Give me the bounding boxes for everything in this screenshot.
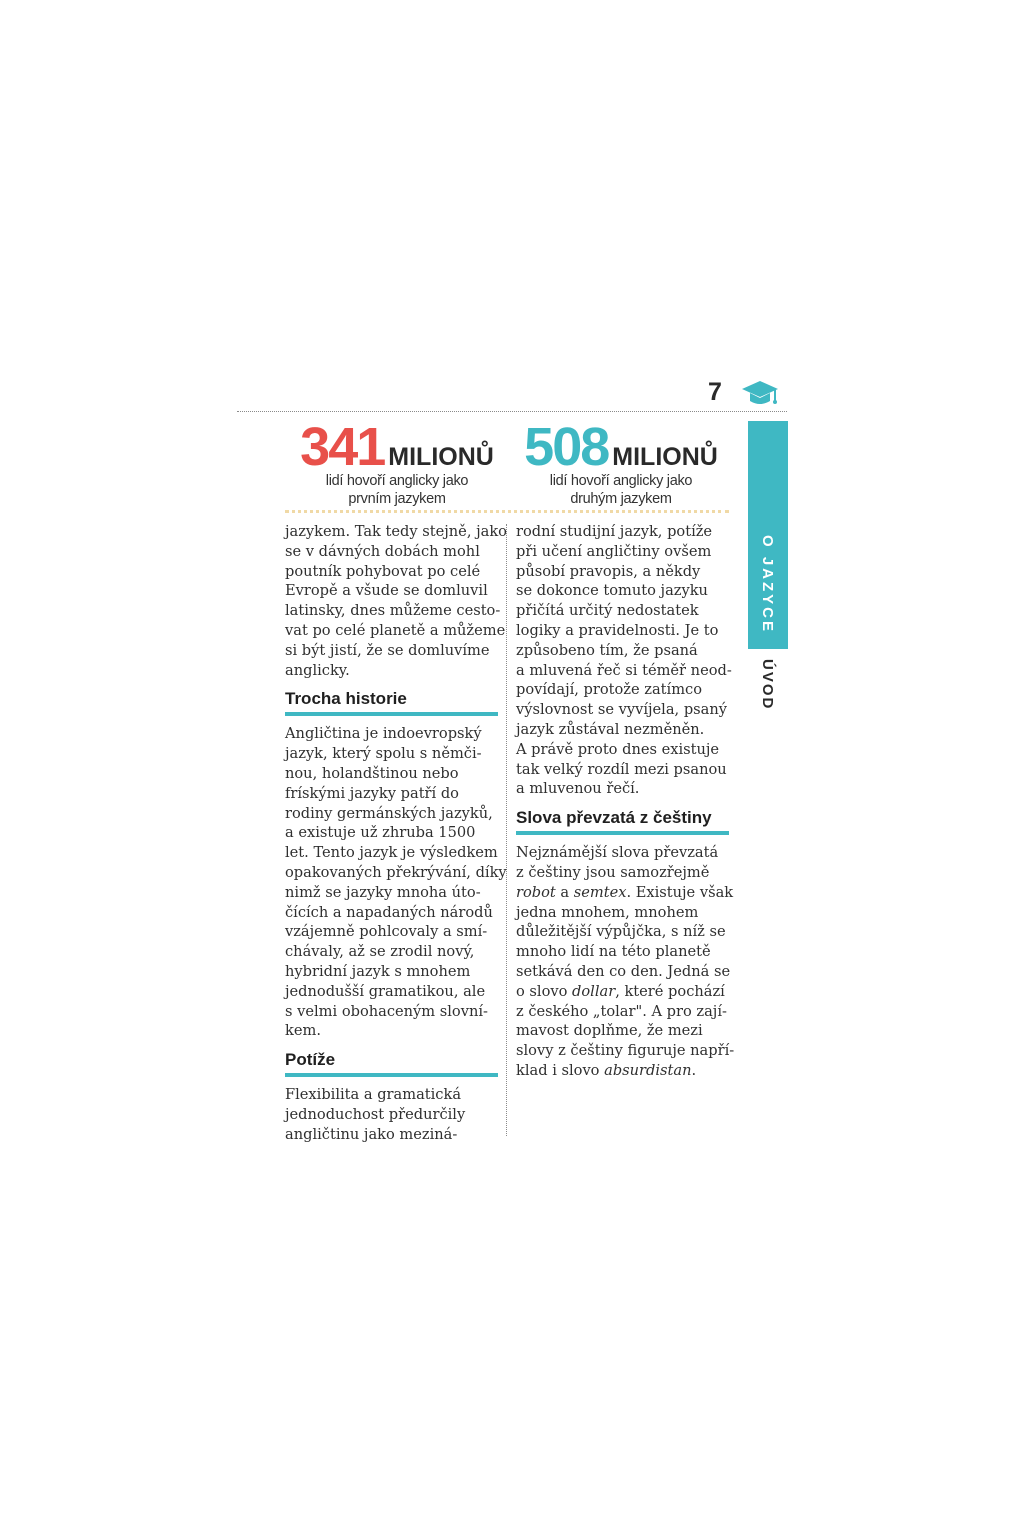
- stat-number: 508: [524, 417, 609, 477]
- text-line: let. Tento jazyk je výsledkem: [285, 844, 498, 862]
- text-fragment: , které pochází: [615, 982, 725, 1000]
- stat-caption: prvním jazykem: [348, 491, 446, 507]
- page-number: 7: [708, 378, 722, 406]
- text-line: [516, 1061, 729, 1081]
- text-line: frískými jazyky patří do: [285, 784, 459, 802]
- text-line: povídají, protože zatímco: [516, 681, 702, 699]
- text-line: [516, 982, 729, 1002]
- text-line: jedna mnohem, mnohem: [516, 903, 699, 921]
- text-line: čících a napadaných národů: [285, 903, 493, 921]
- loanword-semtex: semtex: [573, 883, 627, 901]
- section-heading-problems: Potíže: [285, 1049, 498, 1077]
- text-line: Flexibilita a gramatická: [285, 1086, 462, 1104]
- stat-unit: MILIONŮ: [388, 443, 494, 471]
- text-line: Evropě a všude se domluvil: [285, 582, 488, 600]
- text-line: důležitější výpůjčka, s níž se: [516, 923, 726, 941]
- chapter-label: ÚVOD: [759, 659, 776, 711]
- text-line: tak velký rozdíl mezi psanou: [516, 760, 727, 778]
- text-line: mnoho lidí na této planetě: [516, 943, 711, 961]
- loanword-absurdistan: absurdistan: [604, 1061, 692, 1079]
- text-column-left: [285, 522, 507, 1145]
- text-fragment: . Existuje však: [626, 883, 734, 901]
- stat-second-language: [506, 417, 736, 508]
- text-line: hybridní jazyk s mnohem: [285, 962, 471, 980]
- text-line: a mluvená řeč si téměř neod-: [516, 661, 732, 679]
- text-line: z češtiny jsou samozřejmě: [516, 863, 710, 881]
- stat-caption: druhým jazykem: [570, 491, 672, 507]
- stat-number: 341: [300, 417, 385, 477]
- text-line: a existuje už zhruba 1500: [285, 824, 476, 842]
- text-line: jazykem. Tak tedy stejně, jako: [285, 523, 507, 540]
- text-line: vzájemně pohlcovaly a smí-: [285, 923, 488, 941]
- text-fragment: o slovo: [516, 982, 573, 1000]
- text-line: setkává den co den. Jedná se: [516, 962, 731, 980]
- stat-first-language: [282, 417, 512, 508]
- text-line: nou, holandštinou nebo: [285, 764, 459, 782]
- text-line: jednodušší gramatikou, ale: [285, 982, 486, 1000]
- text-line: přičítá určitý nedostatek: [516, 602, 699, 620]
- text-line: se v dávných dobách mohl: [285, 542, 480, 560]
- text-line: angličtinu jako meziná-: [285, 1125, 458, 1143]
- text-line: anglicky.: [285, 661, 350, 679]
- section-heading-loanwords: Slova převzatá z češtiny: [516, 807, 729, 835]
- text-line: výslovnost se vyvíjela, psaný: [516, 701, 728, 719]
- text-line: logiky a pravidelnosti. Je to: [516, 621, 719, 639]
- text-line: si být jistí, že se domluvíme: [285, 641, 490, 659]
- text-line: z českého „tolar". A pro zají-: [516, 1002, 727, 1020]
- text-line: chávaly, až se zrodil nový,: [285, 943, 475, 961]
- text-fragment: a: [555, 883, 574, 901]
- stat-caption: lidí hovoří anglicky jako: [549, 473, 693, 489]
- text-line: rodiny germánských jazyků,: [285, 804, 493, 822]
- column-divider: [506, 524, 507, 1136]
- header-divider: [237, 411, 787, 412]
- text-line: latinsky, dnes můžeme cesto-: [285, 602, 501, 620]
- text-line: poutník pohybovat po celé: [285, 562, 481, 580]
- text-line: A právě proto dnes existuje: [516, 740, 720, 758]
- loanword-dollar: dollar: [572, 982, 616, 1000]
- text-fragment: klad i slovo: [516, 1061, 605, 1079]
- text-line: jazyk, který spolu s němči-: [285, 745, 482, 763]
- text-column-right: [516, 522, 735, 1081]
- stat-unit: MILIONŮ: [612, 443, 718, 471]
- loanword-robot: robot: [516, 883, 556, 901]
- text-line: mavost doplňme, že mezi: [516, 1022, 703, 1040]
- stats-divider: [285, 510, 729, 513]
- text-line: s velmi obohaceným slovní-: [285, 1002, 488, 1020]
- section-heading-history: Trocha historie: [285, 688, 498, 716]
- text-line: opakovaných překrývání, díky: [285, 863, 507, 881]
- text-fragment: .: [691, 1061, 697, 1079]
- text-line: při učení angličtiny ovšem: [516, 542, 712, 560]
- text-line: jednoduchost předurčily: [285, 1105, 466, 1123]
- text-line: nimž se jazyky mnoha úto-: [285, 883, 481, 901]
- text-line: Angličtina je indoevropský: [285, 725, 482, 743]
- text-line: slovy z češtiny figuruje napří-: [516, 1042, 735, 1060]
- text-line: způsobeno tím, že psaná: [516, 641, 698, 659]
- text-line: [516, 883, 734, 903]
- text-line: se dokonce tomuto jazyku: [516, 582, 708, 600]
- text-line: Nejznámější slova převzatá: [516, 844, 719, 862]
- text-line: kem.: [285, 1022, 321, 1040]
- text-line: vat po celé planetě a můžeme: [285, 621, 506, 639]
- graduation-cap-icon: [741, 379, 779, 409]
- text-line: jazyk zůstával nezměněn.: [516, 720, 705, 738]
- text-line: působí pravopis, a někdy: [516, 562, 701, 580]
- text-line: rodní studijní jazyk, potíže: [516, 523, 713, 540]
- stat-caption: lidí hovoří anglicky jako: [325, 473, 469, 489]
- section-tab-label: O JAZYCE: [759, 535, 776, 635]
- text-line: a mluvenou řečí.: [516, 780, 640, 798]
